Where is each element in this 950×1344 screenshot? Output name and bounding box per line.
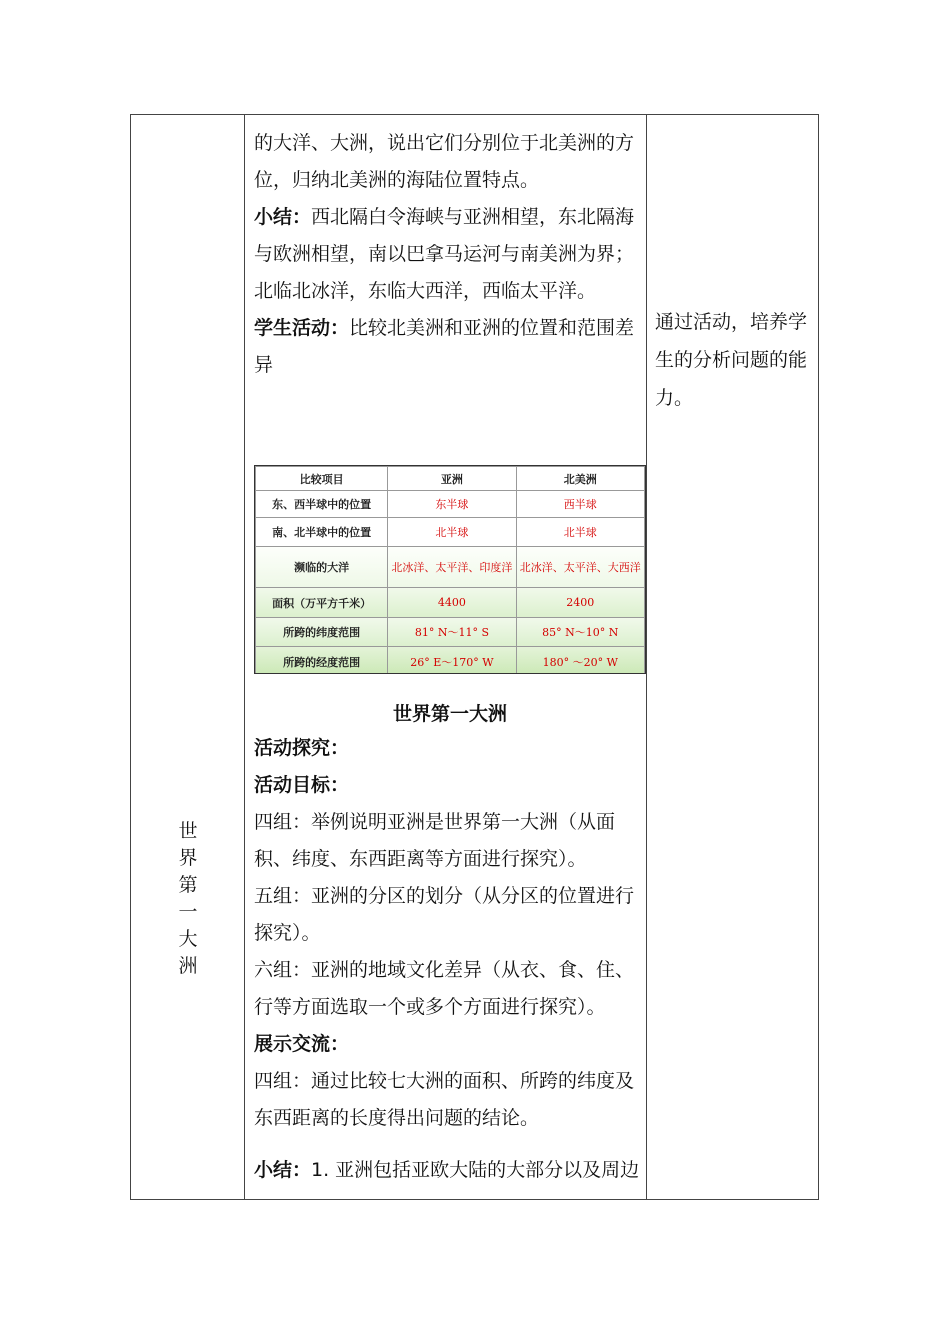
content-line-bold: 活动目标： [254, 774, 350, 796]
content-line [254, 767, 646, 804]
content-line-text: 西北隔白令海峡与亚洲相望，东北隔海 [311, 206, 635, 228]
north-america-value: 2400 [516, 588, 644, 618]
content-line [254, 1100, 646, 1137]
intent-line: 通过活动，培养学 [655, 311, 808, 333]
content-line [254, 125, 646, 162]
content-line-bold: 学生活动： [254, 317, 350, 339]
comparison-row [256, 547, 645, 588]
row-item: 濒临的大洋 [256, 547, 388, 588]
content-line [254, 730, 646, 767]
content-line-text: 比较北美洲和亚洲的位置和范围差 [349, 317, 635, 339]
topic-vertical-label [171, 818, 205, 980]
comparison-row [256, 647, 645, 675]
summary-text: 1. 亚洲包括亚欧大陆的大部分以及周边 [311, 1159, 640, 1181]
column-divider [646, 115, 647, 1199]
intent-line: 力。 [655, 387, 694, 409]
content-line [254, 989, 646, 1026]
north-america-value: 85° N～10° N [516, 618, 644, 647]
header-cell: 亚洲 [388, 467, 516, 491]
row-item: 东、西半球中的位置 [256, 491, 388, 518]
content-line-text: 东西距离的长度得出问题的结论。 [254, 1107, 540, 1129]
content-line [254, 915, 646, 952]
north-america-value: 北半球 [516, 518, 644, 547]
comparison-row [256, 518, 645, 547]
content-line [254, 273, 646, 310]
content-line [254, 841, 646, 878]
design-intent-column [655, 303, 815, 417]
content-line [254, 199, 646, 236]
content-line [254, 1063, 646, 1100]
content-line [254, 804, 646, 841]
row-item: 面积（万平方千米） [256, 588, 388, 618]
content-line-text: 四组：通过比较七大洲的面积、所跨的纬度及 [254, 1070, 635, 1092]
row-item: 南、北半球中的位置 [256, 518, 388, 547]
row-item: 所跨的经度范围 [256, 647, 388, 675]
activity-content-bottom [254, 730, 646, 1189]
content-line [254, 1026, 646, 1063]
content-line [254, 236, 646, 273]
intent-line: 生的分析问题的能 [655, 349, 808, 371]
comparison-row [256, 491, 645, 518]
north-america-value: 西半球 [516, 491, 644, 518]
asia-value: 4400 [388, 588, 516, 618]
content-line [254, 310, 646, 347]
topic-column [131, 115, 245, 1199]
topic-char: 一 [178, 901, 198, 923]
content-line-text: 四组：举例说明亚洲是世界第一大洲（从面 [254, 811, 616, 833]
asia-value: 北半球 [388, 518, 516, 547]
content-line-text: 探究）。 [254, 922, 321, 944]
summary-label: 小结： [254, 1159, 312, 1181]
asia-value: 东半球 [388, 491, 516, 518]
content-line-text: 北临北冰洋，东临大西洋，西临太平洋。 [254, 280, 597, 302]
comparison-header-row [256, 467, 645, 491]
section-title: 世界第一大洲 [392, 703, 507, 725]
content-line-text: 行等方面选取一个或多个方面进行探究）。 [254, 996, 606, 1018]
topic-char: 界 [178, 847, 198, 869]
content-line-text: 六组：亚洲的地域文化差异（从衣、食、住、 [254, 959, 635, 981]
content-line-text: 积、纬度、东西距离等方面进行探究）。 [254, 848, 587, 870]
content-line-text: 的大洋、大洲，说出它们分别位于北美洲的方 [254, 132, 635, 154]
comparison-row [256, 588, 645, 618]
asia-value: 26° E～170° W [388, 647, 516, 675]
asia-value: 81° N～11° S [388, 618, 516, 647]
topic-char: 洲 [178, 955, 198, 977]
comparison-table-image [254, 465, 646, 674]
header-cell: 比较项目 [256, 467, 388, 491]
activity-content-top [254, 125, 646, 384]
comparison-row [256, 618, 645, 647]
topic-char: 大 [178, 928, 198, 950]
north-america-value: 180° ～20° W [516, 647, 644, 675]
content-line [254, 878, 646, 915]
content-line-text: 位，归纳北美洲的海陆位置特点。 [254, 169, 540, 191]
content-line-bold: 小结： [254, 206, 312, 228]
topic-char: 第 [178, 874, 198, 896]
content-line [254, 952, 646, 989]
asia-value: 北冰洋、太平洋、印度洋 [388, 547, 516, 588]
summary-line [254, 1152, 646, 1189]
header-cell: 北美洲 [516, 467, 644, 491]
content-line-bold: 活动探究： [254, 737, 350, 759]
content-line-bold: 展示交流： [254, 1033, 350, 1055]
row-item: 所跨的纬度范围 [256, 618, 388, 647]
content-line-text: 异 [254, 354, 274, 376]
content-line [254, 347, 646, 384]
content-line [254, 162, 646, 199]
north-america-value: 北冰洋、太平洋、大西洋 [516, 547, 644, 588]
content-line-text: 与欧洲相望，南以巴拿马运河与南美洲为界； [254, 243, 635, 265]
content-line-text: 五组：亚洲的分区的划分（从分区的位置进行 [254, 885, 635, 907]
topic-char: 世 [178, 820, 198, 842]
lesson-plan-table [130, 114, 819, 1200]
